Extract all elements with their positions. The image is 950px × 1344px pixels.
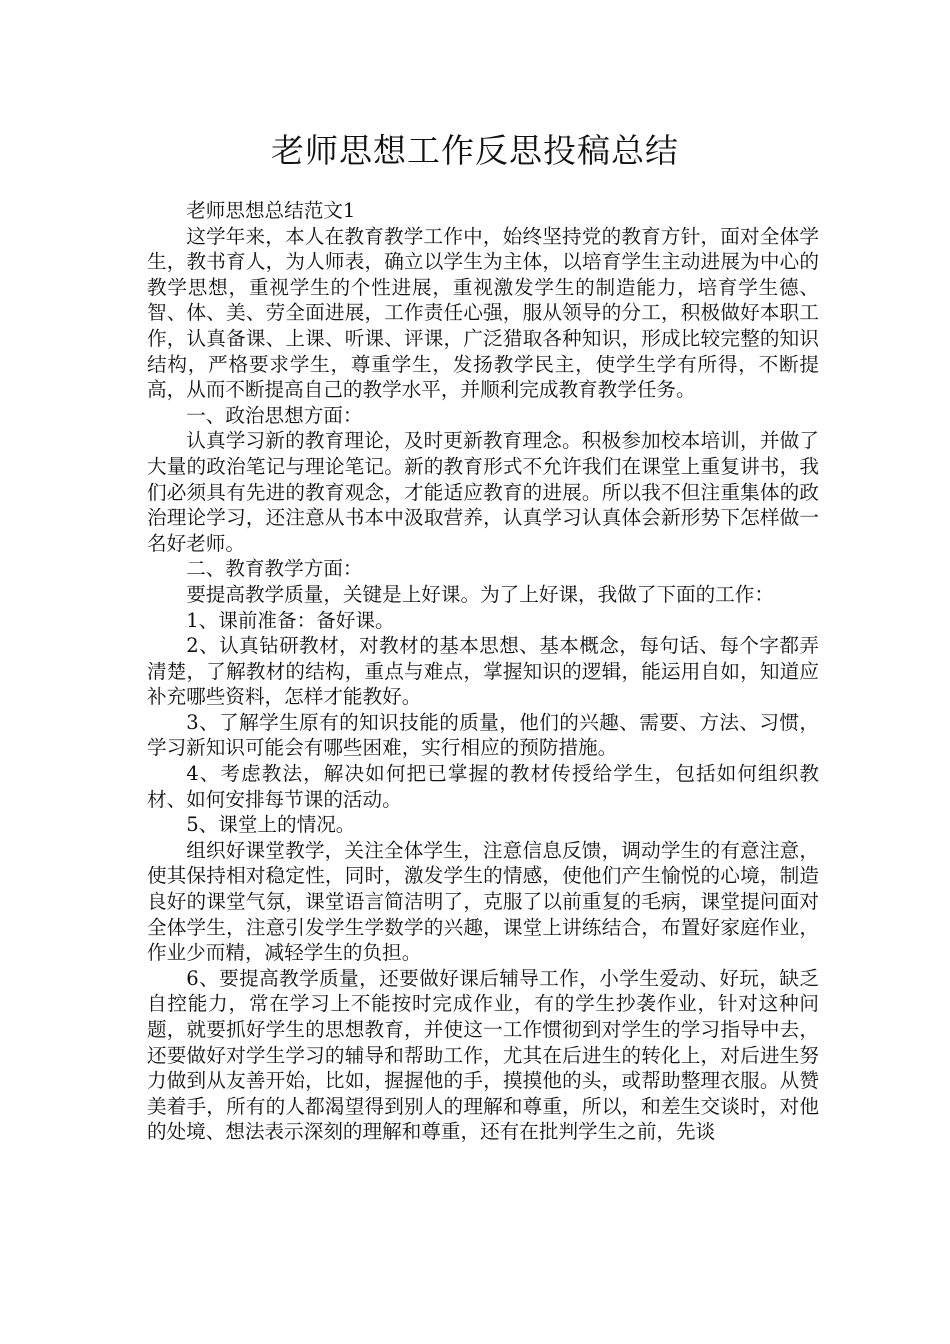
- paragraph-intro: 这学年来，本人在教育教学工作中，始终坚持党的教育方针，面对全体学生，教书育人，为人师表，确立以学生为主体，以培育学生主动进展为中心的教学思想，重视学生的个性进展，重视激发学生的制造能力，培育学生德、智、体、美、劳全面进展，工作责任心强，服从领导的分工，积极做好本职工作，认真备课、上课、听课、评课，广泛猎取各种知识，形成比较完整的知识结构，严格要求学生，尊重学生，发扬教学民主，使学生学有所得，不断提高，从而不断提高自己的教学水平，并顺利完成教育教学任务。: [147, 224, 819, 402]
- paragraph-politics: 认真学习新的教育理论，及时更新教育理念。积极参加校本培训，并做了大量的政治笔记与理论笔记。新的教育形式不允许我们在课堂上重复讲书，我们必须具有先进的教育观念，才能适应教育的进展。所以我不但注重集体的政治理论学习，还注意从书本中汲取营养，认真学习认真体会新形势下怎样做一名好老师。: [147, 429, 819, 555]
- list-item-4: 4、考虑教法，解决如何把已掌握的教材传授给学生，包括如何组织教材、如何安排每节课的活动。: [147, 762, 819, 811]
- document-body: [147, 198, 819, 1145]
- list-item-1: 1、课前准备：备好课。: [186, 608, 395, 632]
- paragraph-classroom: 组织好课堂教学，关注全体学生，注意信息反馈，调动学生的有意注意，使其保持相对稳定性，同时，激发学生的情感，使他们产生愉悦的心境，制造良好的课堂气氛，课堂语言简洁明了，克服了以前重复的毛病，课堂提问面对全体学生，注意引发学生学数学的兴趣，课堂上讲练结合，布置好家庭作业，作业少而精，减轻学生的负担。: [147, 838, 819, 965]
- paragraph-teaching-intro: 要提高教学质量，关键是上好课。为了上好课，我做了下面的工作：: [186, 582, 774, 606]
- section-heading-politics: 一、政治思想方面：: [186, 403, 363, 427]
- list-item-5: 5、课堂上的情况。: [186, 813, 356, 837]
- list-item-6: 6、要提高教学质量，还要做好课后辅导工作，小学生爱动、好玩，缺乏自控能力，常在学习上不能按时完成作业，有的学生抄袭作业，针对这种问题，就要抓好学生的思想教育，并使这一工作惯彻到对学生的学习指导中去，还要做好对学生学习的辅导和帮助工作，尤其在后进生的转化上，对后进生努力做到从友善开始，比如，握握他的手，摸摸他的头，或帮助整理衣服。从赞美着手，所有的人都渴望得到别人的理解和尊重，所以，和差生交谈时，对他的处境、想法表示深刻的理解和尊重，还有在批判学生之前，先谈: [147, 966, 819, 1144]
- paragraph-heading-sample: 老师思想总结范文1: [186, 199, 356, 222]
- list-item-2: 2、认真钻研教材，对教材的基本思想、基本概念，每句话、每个字都弄清楚，了解教材的结构，重点与难点，掌握知识的逻辑，能运用自如，知道应补充哪些资料，怎样才能教好。: [147, 634, 819, 709]
- section-heading-teaching: 二、教育教学方面：: [186, 557, 363, 581]
- document-title: 老师思想工作反思投稿总结: [271, 131, 679, 170]
- list-item-3: 3、了解学生原有的知识技能的质量，他们的兴趣、需要、方法、习惯，学习新知识可能会有哪些困难，实行相应的预防措施。: [147, 710, 819, 760]
